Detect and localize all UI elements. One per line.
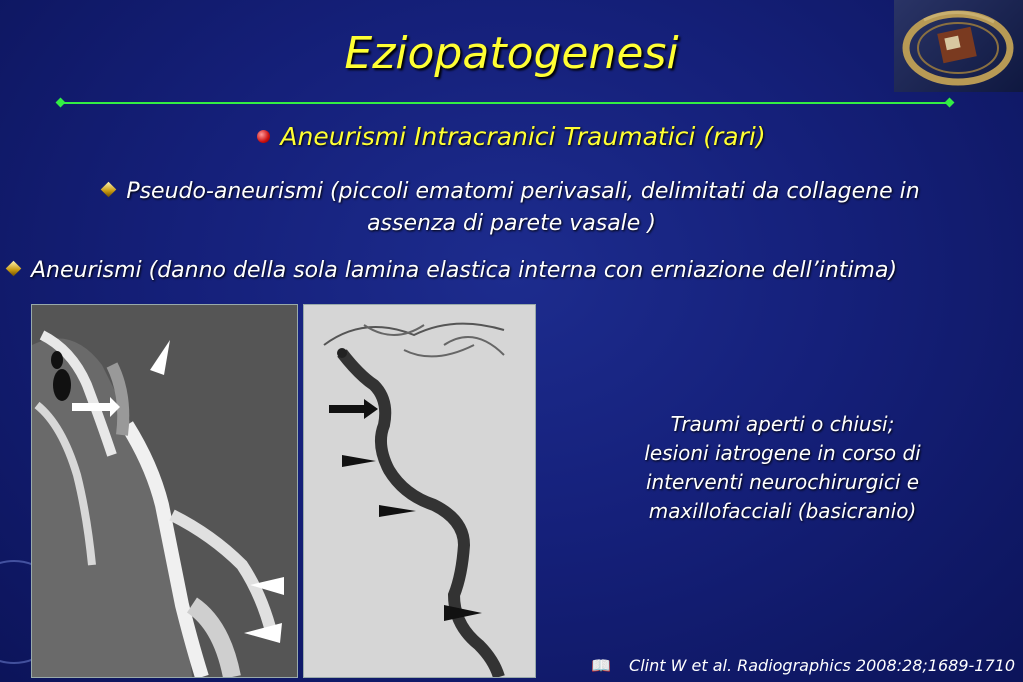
figure-caption [590, 410, 975, 526]
caption-line-3: interventi neurochirurgici e [645, 470, 920, 494]
gold-bullet-icon [6, 261, 22, 277]
section-heading-text: Aneurismi Intracranici Traumatici (rari) [280, 122, 766, 151]
angiography-image [303, 304, 536, 678]
gold-bullet-icon [101, 182, 117, 198]
bullet-1-line-1: Pseudo-aneurismi (piccoli ematomi perivasali, delimitati da collagene in [126, 179, 920, 204]
slide-title: Eziopatogenesi [344, 28, 679, 79]
caption-line-2: lesioni iatrogene in corso di [644, 441, 921, 465]
citation [591, 656, 1015, 675]
section-heading [0, 122, 1023, 151]
bullet-2-text: Aneurismi (danno della sola lamina elastica interna con erniazione dell’intima) [31, 258, 898, 283]
title-divider [60, 102, 950, 104]
bullet-pseudo-aneurismi [40, 176, 983, 240]
bullet-aneurismi [8, 258, 1023, 283]
divider-end-right [945, 98, 955, 108]
bullet-1-line-2: assenza di parete vasale ) [367, 211, 656, 236]
caption-line-4: maxillofacciali (basicranio) [648, 499, 917, 523]
book-icon: 📖 [591, 656, 612, 675]
red-bullet-icon [257, 130, 270, 143]
caption-line-1: Traumi aperti o chiusi; [670, 412, 895, 436]
citation-text: Clint W et al. Radiographics 2008:28;1689-1710 [629, 656, 1015, 675]
ct-scan-image [31, 304, 298, 678]
divider-end-left [56, 98, 66, 108]
